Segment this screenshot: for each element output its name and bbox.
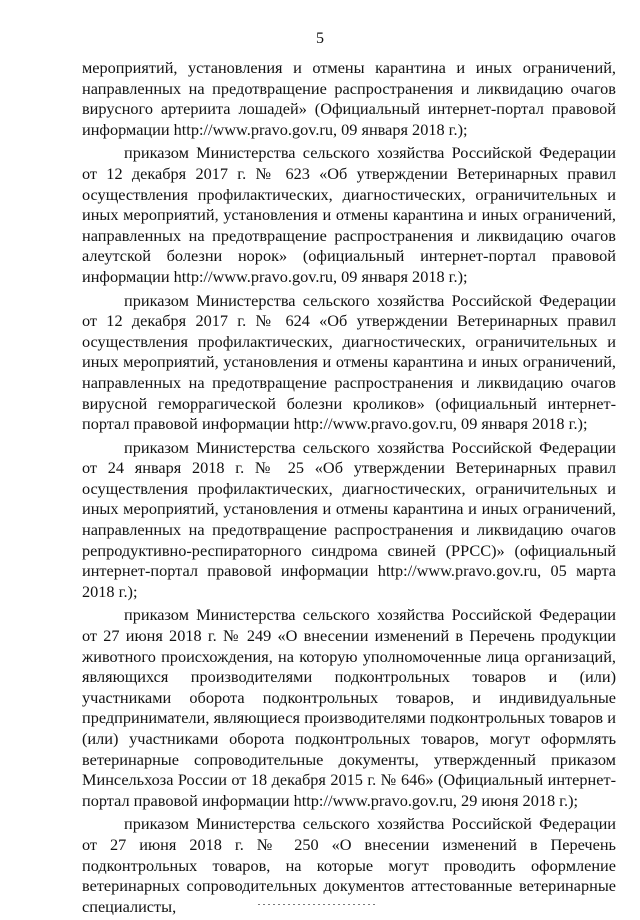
paragraph-5: приказом Министерства сельского хозяйства Российской Федерации от 27 июня 2018 г. № 249 «О внесении изменений в Перечень продукции животного происхождения, на которую уполномоченные лица организаций, являющихся производителями подконтрольных товаров и (или) участниками оборота подконтрольных товаров, и индивидуальные предприниматели, являющиеся производителями подконтрольных товаров и (или) участниками оборота подконтрольных товаров, могут оформлять ветеринарные сопроводительные документы, утвержденный приказом Минсельхоза России от 18 декабря 2015 г. № 646» (Официальный интернет-портал правовой информации http://www.pravo.gov.ru, 29 июня 2018 г.);: [82, 605, 616, 810]
paragraph-1: мероприятий, установления и отмены карантина и иных ограничений, направленных на предотвращение распространения и ликвидацию очагов вирусного артериита лошадей» (Официальный интернет-портал правовой информации http://www.pravo.gov.ru, 09 января 2018 г.);: [82, 58, 616, 139]
paragraph-4: приказом Министерства сельского хозяйства Российской Федерации от 24 января 2018 г. № 25 «Об утверждении Ветеринарных правил осуществления профилактических, диагностических, ограничительных и иных мероприятий, установления и отмены карантина и иных ограничений, направленных на предотвращение распространения и ликвидацию очагов репродуктивно-респираторного синдрома свиней (РРСС)» (официальный интернет-портал правовой информации http://www.pravo.gov.ru, 05 марта 2018 г.);: [82, 437, 616, 601]
paragraph-3: приказом Министерства сельского хозяйства Российской Федерации от 12 декабря 2017 г. № 624 «Об утверждении Ветеринарных правил осуществления профилактических, диагностических, ограничительных и иных мероприятий, установления и отмены карантина и иных ограничений, направленных на предотвращение распространения и ликвидацию очагов вирусной геморрагической болезни кроликов» (официальный интернет-портал правовой информации http://www.pravo.gov.ru, 09 января 2018 г.);: [82, 290, 616, 434]
paragraph-2: приказом Министерства сельского хозяйства Российской Федерации от 12 декабря 2017 г. № 623 «Об утверждении Ветеринарных правил осуществления профилактических, диагностических, ограничительных и иных мероприятий, установления и отмены карантина и иных ограничений, направленных на предотвращение распространения и ликвидацию очагов алеутской болезни норок» (официальный интернет-портал правовой информации http://www.pravo.gov.ru, 09 января 2018 г.);: [82, 143, 616, 286]
paragraph-6: приказом Министерства сельского хозяйства Российской Федерации от 27 июня 2018 г. № 250 «О внесении изменений в Перечень подконтрольных товаров, на которые могут проводить оформление ветеринарных сопроводительных документов аттестованные ветеринарные специалисты,: [82, 814, 616, 916]
document-body: [82, 58, 616, 920]
page-number: 5: [316, 30, 324, 47]
